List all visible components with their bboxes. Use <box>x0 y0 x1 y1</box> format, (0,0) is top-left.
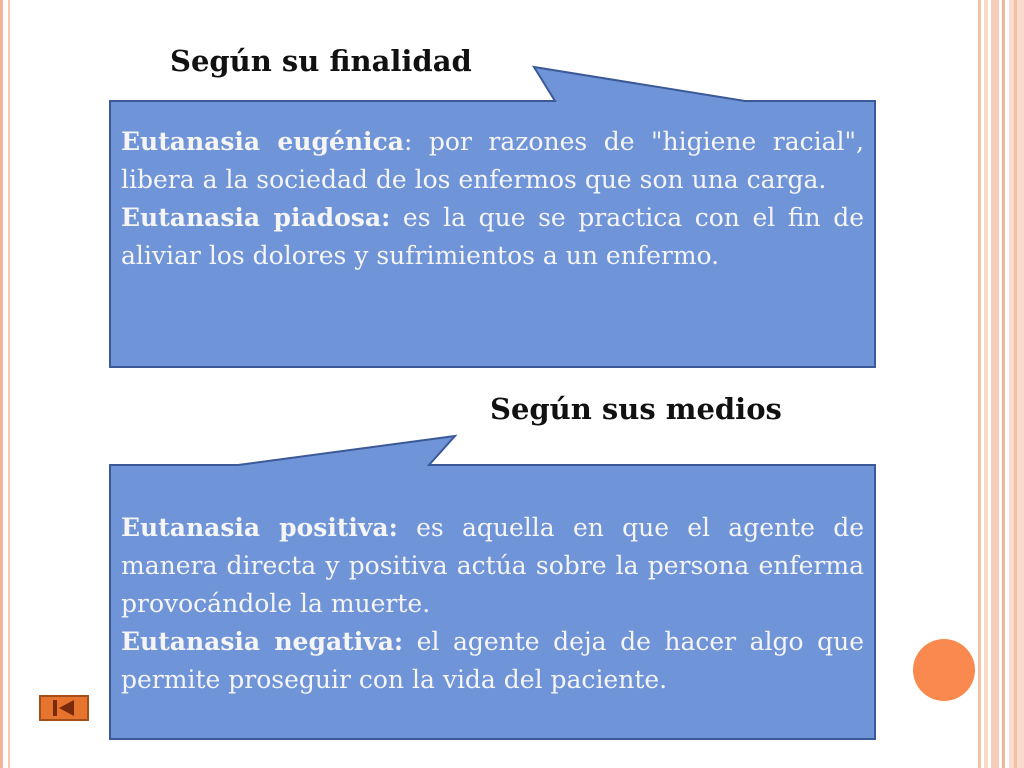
callout-bottom-text <box>121 509 864 699</box>
paragraph-eutanasia-negativa <box>121 623 864 699</box>
term-eutanasia-eugenica: Eutanasia eugénica <box>121 127 404 156</box>
heading-segun-sus-medios: Según sus medios <box>490 392 782 426</box>
callout-top-text <box>121 123 864 275</box>
definition-eutanasia-piadosa: es la que se practica con el fin de aliviar los dolores y sufrimientos a un enfermo. <box>121 203 864 270</box>
paragraph-eutanasia-piadosa <box>121 199 864 275</box>
definition-eutanasia-positiva: es aquella en que el agente de manera directa y positiva actúa sobre la persona enferma provocándole la muerte. <box>121 513 864 618</box>
term-eutanasia-negativa: Eutanasia negativa: <box>121 627 404 656</box>
heading-segun-su-finalidad: Según su finalidad <box>170 44 472 78</box>
paragraph-eutanasia-eugenica <box>121 123 864 199</box>
term-separator: : <box>403 127 413 156</box>
definition-eutanasia-negativa: el agente deja de hacer algo que permite proseguir con la vida del paciente. <box>121 627 864 694</box>
skip-to-start-icon <box>41 697 87 719</box>
decorative-orange-circle <box>913 639 975 701</box>
first-slide-button[interactable] <box>39 695 89 721</box>
term-eutanasia-positiva: Eutanasia positiva: <box>121 513 398 542</box>
paragraph-eutanasia-positiva <box>121 509 864 623</box>
definition-eutanasia-eugenica: por razones de "higiene racial", libera a la sociedad de los enfermos que son una carga. <box>121 127 865 194</box>
term-eutanasia-piadosa: Eutanasia piadosa: <box>121 203 391 232</box>
